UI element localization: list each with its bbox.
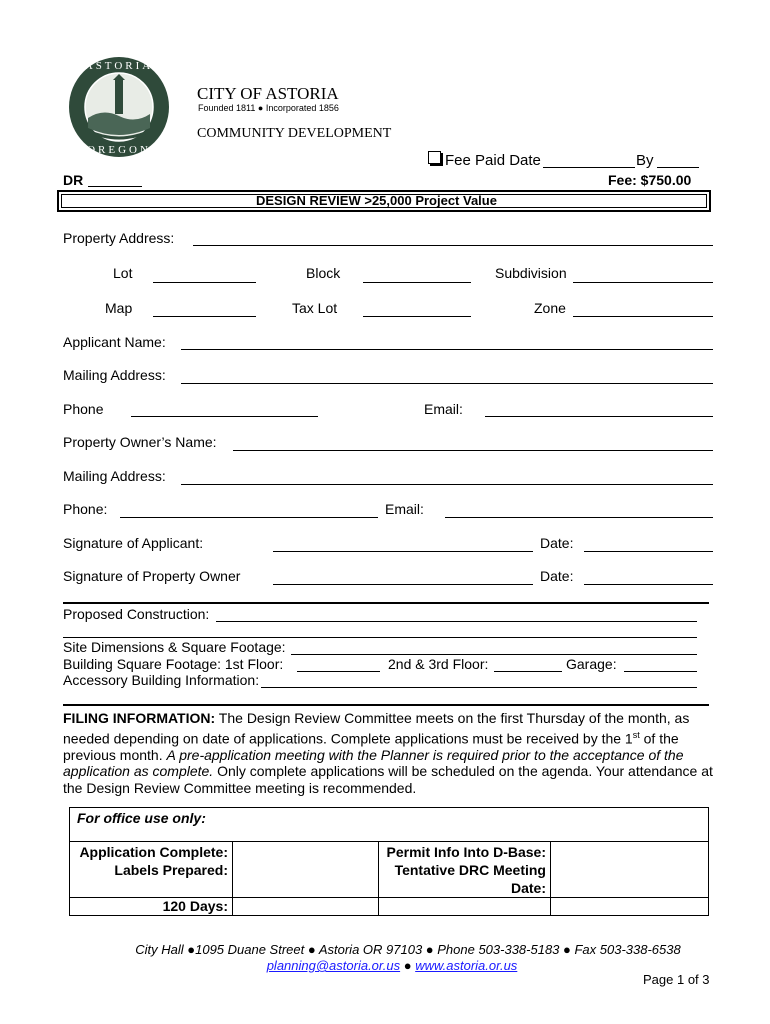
permit-info-label: Permit Info Into D-Base: [386, 844, 546, 860]
tax-lot-field[interactable] [363, 316, 471, 317]
mailing-address-field[interactable] [181, 383, 713, 384]
office-labels-right [379, 842, 551, 898]
tentative-meeting-label: Tentative DRC Meeting [394, 862, 546, 878]
tentative-date-label: Date: [510, 880, 546, 896]
filing-italic: A pre-application meeting with the Planner is required prior to the acceptance of the application as complete. [63, 746, 684, 780]
subdivision-field[interactable] [573, 282, 713, 283]
filing-heading: FILING INFORMATION: [63, 710, 216, 726]
office-labels-left [70, 842, 233, 898]
accessory-building-label: Accessory Building Information: [63, 672, 260, 688]
filing-sup: st [632, 729, 640, 740]
fee-paid-label: Fee Paid Date [445, 152, 541, 169]
signature-owner-label: Signature of Property Owner [63, 568, 241, 584]
date-owner-label: Date: [540, 568, 574, 584]
first-floor-field[interactable] [297, 671, 380, 672]
zone-label: Zone [534, 300, 566, 316]
footer-website-link[interactable]: www.astoria.or.us [415, 958, 518, 973]
subdivision-label: Subdivision [495, 265, 567, 281]
permit-info-cell[interactable] [551, 842, 709, 898]
footer-separator: ● [400, 958, 416, 973]
block-label: Block [306, 265, 341, 281]
site-dimensions-field[interactable] [291, 654, 697, 655]
block-field[interactable] [363, 282, 471, 283]
phone-field[interactable] [131, 416, 318, 417]
map-field[interactable] [153, 316, 256, 317]
owner-name-label: Property Owner’s Name: [63, 434, 217, 450]
date-owner-field[interactable] [584, 584, 713, 585]
filing-text-3: Only complete applications will be scheduled on the agenda. Your attendance at the Design Review Committee meeting is recommended. [63, 763, 713, 796]
applicant-name-field[interactable] [181, 349, 713, 350]
page-number: Page 1 of 3 [643, 972, 710, 987]
property-address-field[interactable] [193, 245, 713, 246]
seal-text-bottom: OREGON [87, 144, 151, 156]
owner-email-field[interactable] [445, 517, 713, 518]
accessory-building-field[interactable] [261, 687, 697, 688]
fee-amount: Fee: $750.00 [608, 172, 692, 188]
date-applicant-field[interactable] [584, 551, 713, 552]
fee-paid-checkbox[interactable] [428, 151, 441, 164]
lot-label: Lot [113, 265, 133, 281]
email-field[interactable] [485, 416, 713, 417]
second-third-floor-field[interactable] [494, 671, 562, 672]
city-seal-logo [68, 56, 170, 158]
department-name: COMMUNITY DEVELOPMENT [197, 126, 392, 141]
owner-mailing-address-label: Mailing Address: [63, 468, 166, 484]
signature-applicant-field[interactable] [273, 551, 533, 552]
signature-owner-field[interactable] [273, 584, 533, 585]
signature-applicant-label: Signature of Applicant: [63, 535, 204, 551]
fee-paid-by-line[interactable] [657, 167, 699, 168]
owner-phone-field[interactable] [120, 517, 378, 518]
dr-number-line[interactable] [88, 186, 142, 187]
section-divider [63, 602, 709, 604]
phone-label: Phone [63, 401, 104, 417]
fee-paid-by-label: By [636, 152, 654, 169]
email-label: Email: [424, 401, 463, 417]
founded-text: Founded 1811 ● Incorporated 1856 [198, 103, 339, 113]
owner-mailing-address-field[interactable] [181, 484, 713, 485]
empty-cell-2 [551, 898, 709, 916]
filing-divider [63, 704, 709, 706]
date-applicant-label: Date: [540, 535, 574, 551]
garage-field[interactable] [624, 671, 697, 672]
filing-text-1: The Design Review Committee meets on the first Thursday of the month, as needed depending on date of applications. Complete applications must be received by the 1 [63, 710, 690, 747]
tax-lot-label: Tax Lot [292, 300, 338, 316]
mailing-address-label: Mailing Address: [63, 367, 166, 383]
second-third-floor-label: 2nd & 3rd Floor: [388, 656, 489, 672]
footer-links [12, 958, 770, 973]
form-title: DESIGN REVIEW >25,000 Project Value [256, 193, 497, 208]
days-120-cell[interactable] [233, 898, 379, 916]
applicant-name-label: Applicant Name: [63, 334, 166, 350]
city-name: CITY OF ASTORIA [197, 84, 339, 103]
garage-label: Garage: [566, 656, 617, 672]
proposed-construction-field[interactable] [216, 621, 697, 622]
application-complete-label: Application Complete: [79, 844, 228, 860]
map-label: Map [105, 300, 133, 316]
dr-label: DR [63, 172, 84, 188]
office-use-table [69, 807, 709, 916]
owner-name-field[interactable] [233, 450, 713, 451]
filing-text-2: of the previous month. [63, 730, 679, 763]
proposed-construction-field-2[interactable] [63, 637, 697, 638]
proposed-construction-label: Proposed Construction: [63, 606, 210, 622]
property-address-label: Property Address: [63, 230, 175, 246]
days-120-label: 120 Days: [70, 898, 233, 916]
owner-phone-label: Phone: [63, 501, 108, 517]
seal-text-top: ASTORIA [84, 60, 154, 72]
filing-information [63, 710, 713, 796]
zone-field[interactable] [573, 316, 713, 317]
owner-email-label: Email: [385, 501, 424, 517]
site-dimensions-label: Site Dimensions & Square Footage: [63, 639, 286, 655]
lot-field[interactable] [153, 282, 256, 283]
labels-prepared-label: Labels Prepared: [114, 862, 228, 878]
building-sqft-label: Building Square Footage: 1st Floor: [63, 656, 284, 672]
footer-email-link[interactable]: planning@astoria.or.us [266, 958, 401, 973]
empty-cell-1 [379, 898, 551, 916]
footer-address: City Hall ●1095 Duane Street ● Astoria OR 97103 ● Phone 503-338-5183 ● Fax 503-338-6538 [135, 942, 681, 957]
application-complete-cell[interactable] [233, 842, 379, 898]
fee-paid-date-line[interactable] [543, 167, 635, 168]
office-use-heading: For office use only: [77, 810, 206, 826]
